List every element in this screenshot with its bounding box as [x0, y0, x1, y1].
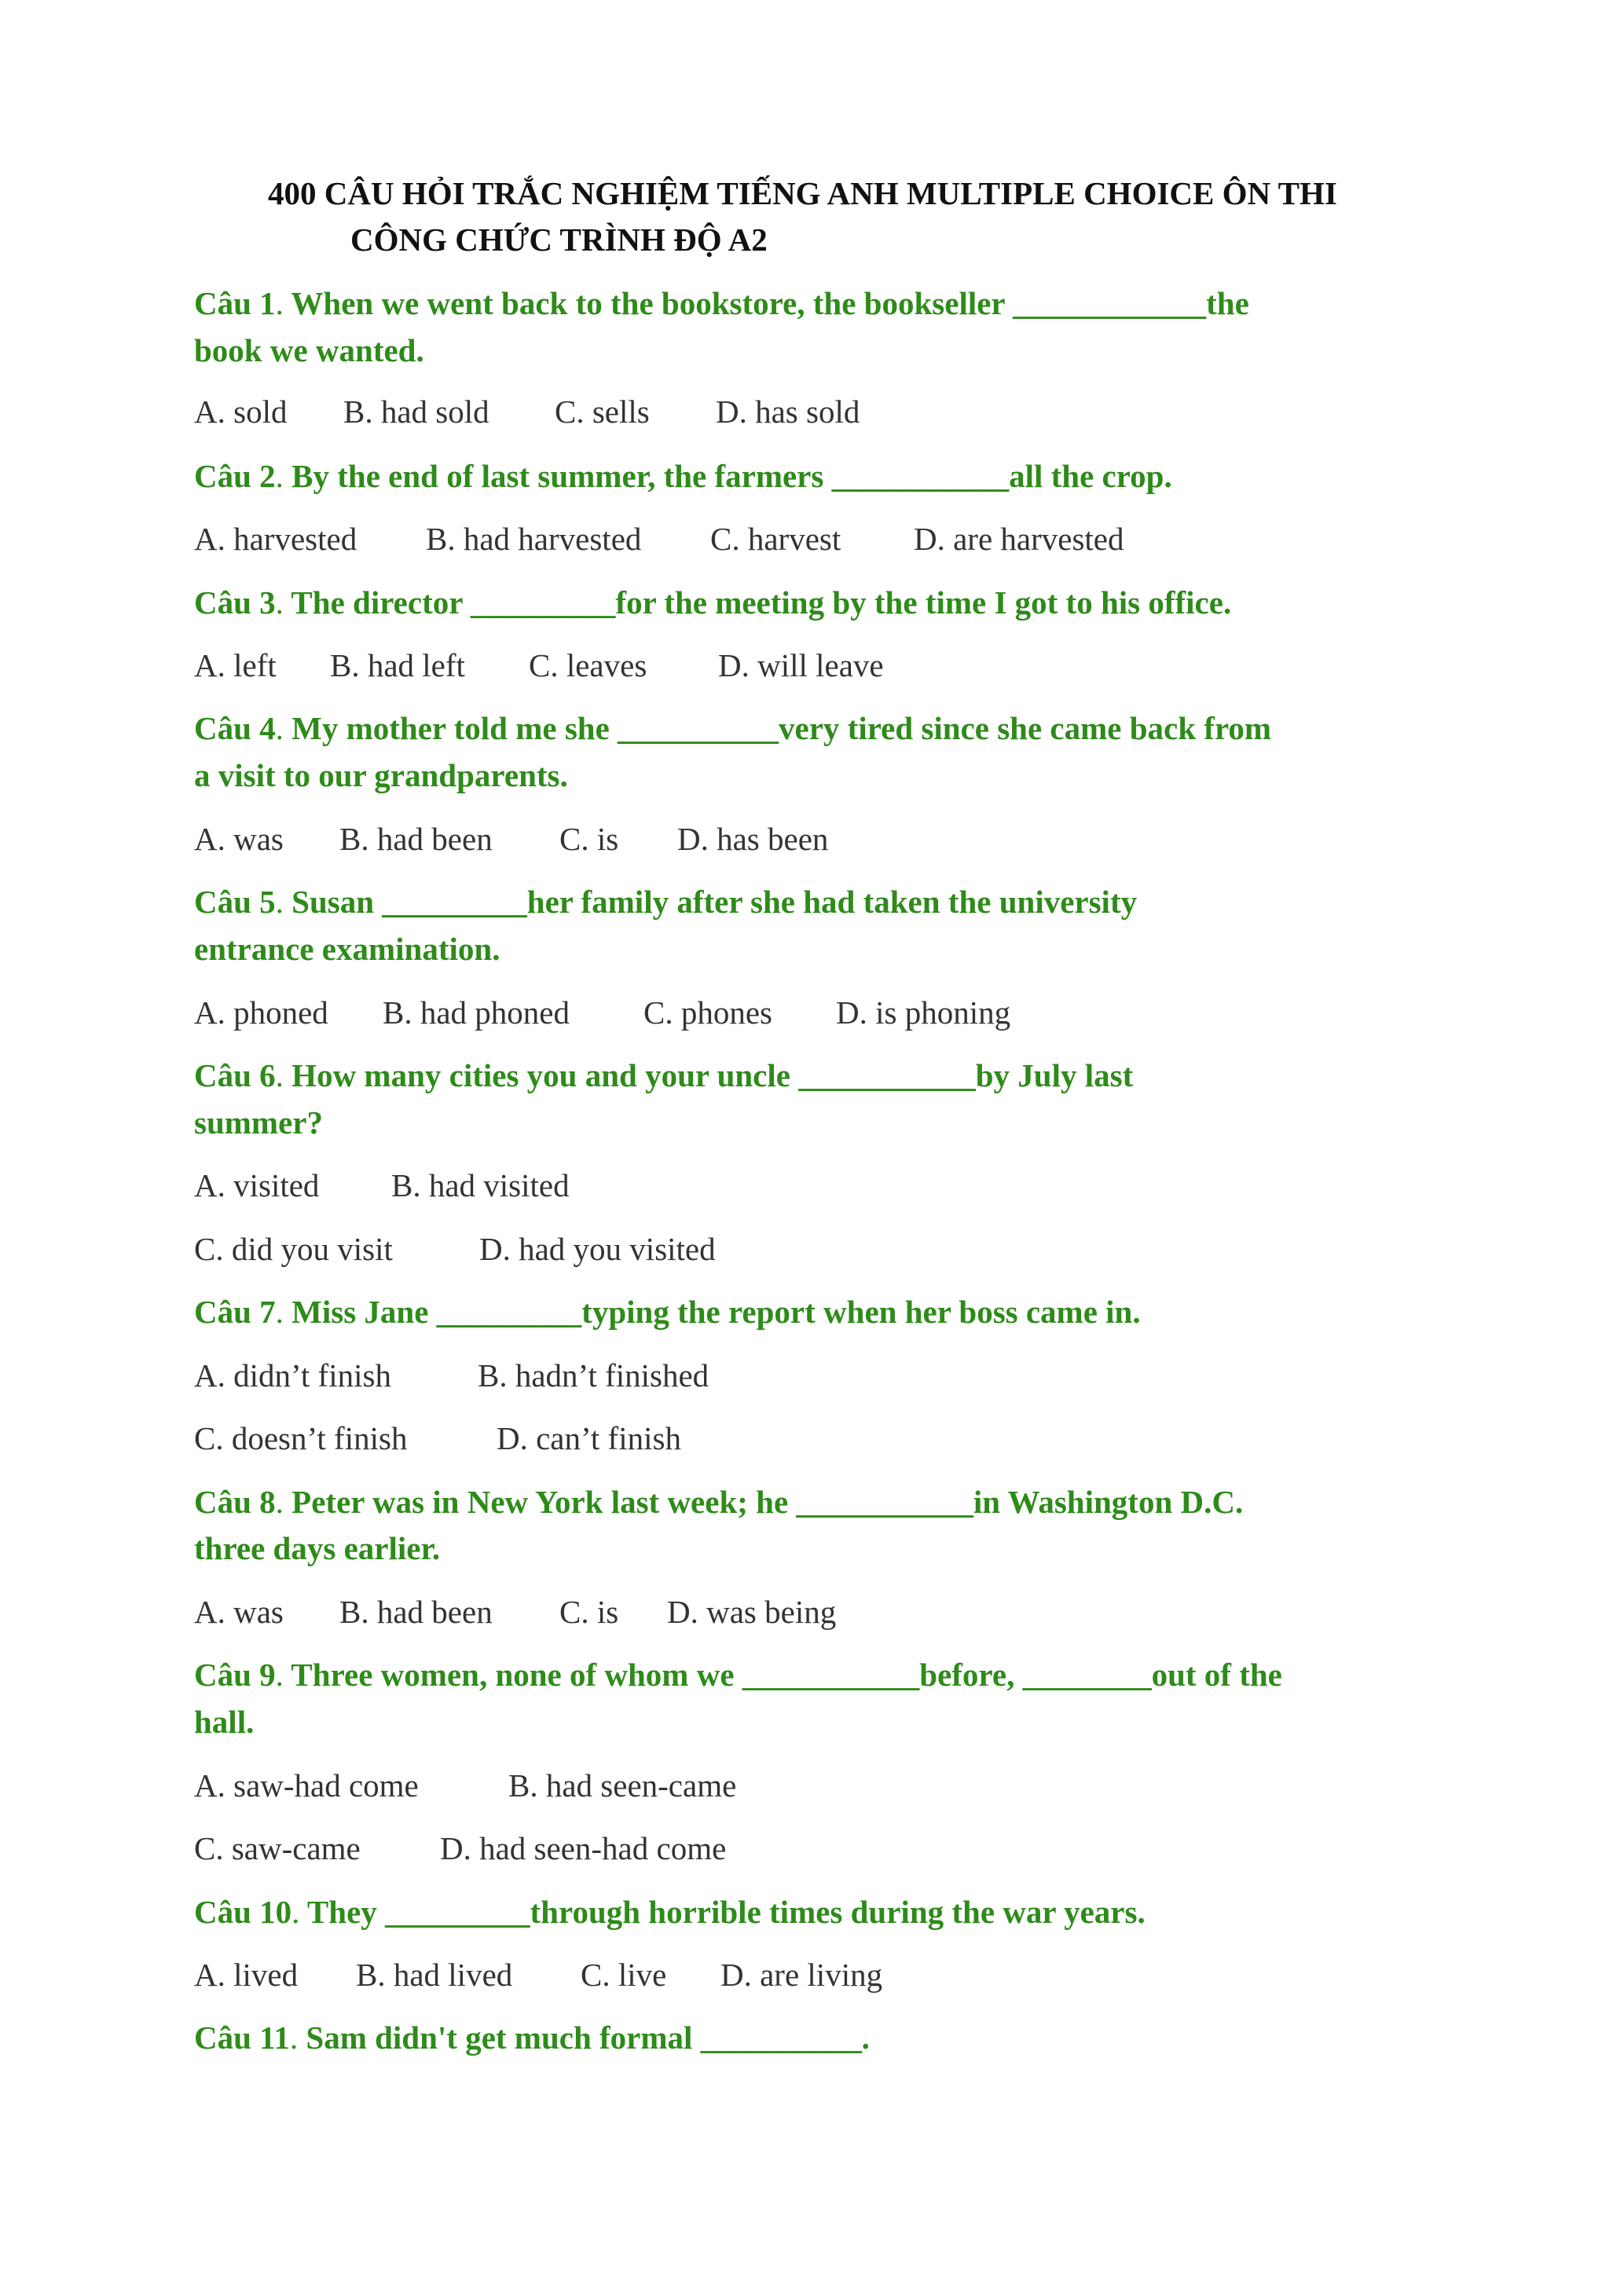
question-8-option-c[interactable]: C. is: [559, 1594, 619, 1630]
question-3-option-a[interactable]: A. left: [194, 647, 277, 683]
question-label: Câu 10: [194, 1894, 292, 1930]
question-text: Peter was in New York last week; he ___________in Washington D.C.: [283, 1484, 1244, 1520]
question-8-option-b[interactable]: B. had been: [339, 1594, 493, 1630]
question-label: Câu 7: [194, 1294, 276, 1330]
question-10-line-1: Câu 10. They _________through horrible times during the war years.: [194, 1894, 1146, 1930]
question-text: Sam didn't get much formal __________.: [298, 2020, 870, 2056]
question-4-line-1: Câu 4. My mother told me she __________very tired since she came back from: [194, 710, 1272, 746]
question-1-line-1: Câu 1. When we went back to the bookstore, the bookseller ____________the: [194, 285, 1249, 321]
question-text: They _________through horrible times during the war years.: [299, 1894, 1146, 1930]
question-label: Câu 6: [194, 1057, 276, 1093]
question-label: Câu 11: [194, 2020, 290, 2056]
question-9-option-a[interactable]: A. saw-had come: [194, 1767, 419, 1803]
question-3-option-c[interactable]: C. leaves: [529, 647, 647, 683]
question-7-line-1: Câu 7. Miss Jane _________typing the report when her boss came in.: [194, 1294, 1141, 1330]
question-label: Câu 2: [194, 458, 276, 494]
question-1-option-a[interactable]: A. sold: [194, 394, 288, 430]
question-9-option-d[interactable]: D. had seen-had come: [440, 1830, 727, 1866]
question-10-option-b[interactable]: B. had lived: [356, 1957, 513, 1993]
question-9-line-2: hall.: [194, 1704, 255, 1740]
question-3-option-d[interactable]: D. will leave: [718, 647, 884, 683]
question-8-line-2: three days earlier.: [194, 1530, 441, 1566]
question-3-option-b[interactable]: B. had left: [330, 647, 465, 683]
question-label: Câu 5: [194, 884, 276, 920]
question-4-option-c[interactable]: C. is: [559, 821, 619, 857]
question-6-line-1: Câu 6. How many cities you and your uncle ___________by July last: [194, 1057, 1134, 1093]
question-label: Câu 8: [194, 1484, 276, 1520]
question-4-option-a[interactable]: A. was: [194, 821, 284, 857]
question-2-option-a[interactable]: A. harvested: [194, 521, 357, 557]
question-5-line-1: Câu 5. Susan _________her family after she had taken the university: [194, 884, 1138, 920]
question-3-line-1: Câu 3. The director _________for the meeting by the time I got to his office.: [194, 584, 1232, 621]
document-title-line-1: 400 CÂU HỎI TRẮC NGHIỆM TIẾNG ANH MULTIPLE CHOICE ÔN THI: [268, 175, 1337, 211]
question-8-option-a[interactable]: A. was: [194, 1594, 284, 1630]
question-7-option-a[interactable]: A. didn’t finish: [194, 1357, 391, 1393]
question-1-option-d[interactable]: D. has sold: [716, 394, 860, 430]
question-text: The director _________for the meeting by the time I got to his office.: [283, 584, 1232, 621]
question-2-option-c[interactable]: C. harvest: [710, 521, 841, 557]
question-text: Three women, none of whom we ___________before, ________out of the: [283, 1657, 1282, 1693]
question-label: Câu 4: [194, 710, 276, 746]
question-4-option-d[interactable]: D. has been: [677, 821, 829, 857]
document-title-line-2: CÔNG CHỨC TRÌNH ĐỘ A2: [350, 222, 768, 258]
question-11-line-1: Câu 11. Sam didn't get much formal __________.: [194, 2020, 870, 2056]
question-6-option-a[interactable]: A. visited: [194, 1167, 320, 1203]
question-9-line-1: Câu 9. Three women, none of whom we ___________before, ________out of the: [194, 1657, 1282, 1693]
question-6-option-c[interactable]: C. did you visit: [194, 1231, 393, 1267]
question-9-option-b[interactable]: B. had seen-came: [508, 1767, 737, 1803]
question-2-option-b[interactable]: B. had harvested: [426, 521, 642, 557]
question-label: Câu 1: [194, 285, 276, 321]
question-1-line-2: book we wanted.: [194, 332, 424, 368]
question-4-option-b[interactable]: B. had been: [339, 821, 493, 857]
question-5-option-d[interactable]: D. is phoning: [836, 994, 1011, 1031]
question-7-option-d[interactable]: D. can’t finish: [497, 1420, 681, 1456]
question-text: How many cities you and your uncle ___________by July last: [283, 1057, 1134, 1093]
question-6-line-2: summer?: [194, 1104, 323, 1141]
question-2-line-1: Câu 2. By the end of last summer, the farmers ___________all the crop.: [194, 458, 1172, 494]
question-8-option-d[interactable]: D. was being: [667, 1594, 837, 1630]
question-9-option-c[interactable]: C. saw-came: [194, 1830, 361, 1866]
question-text: Susan _________her family after she had taken the university: [283, 884, 1138, 920]
question-label: Câu 3: [194, 584, 276, 621]
question-5-line-2: entrance examination.: [194, 931, 500, 967]
question-text: By the end of last summer, the farmers ___________all the crop.: [283, 458, 1172, 494]
question-6-option-b[interactable]: B. had visited: [391, 1167, 570, 1203]
question-label: Câu 9: [194, 1657, 276, 1693]
question-5-option-c[interactable]: C. phones: [643, 994, 772, 1031]
question-1-option-b[interactable]: B. had sold: [343, 394, 489, 430]
question-7-option-b[interactable]: B. hadn’t finished: [478, 1357, 709, 1393]
question-text: My mother told me she __________very tired since she came back from: [283, 710, 1272, 746]
question-5-option-a[interactable]: A. phoned: [194, 994, 328, 1031]
question-7-option-c[interactable]: C. doesn’t finish: [194, 1420, 408, 1456]
question-10-option-c[interactable]: C. live: [581, 1957, 667, 1993]
question-6-option-d[interactable]: D. had you visited: [479, 1231, 716, 1267]
question-8-line-1: Câu 8. Peter was in New York last week; he ___________in Washington D.C.: [194, 1484, 1244, 1520]
question-5-option-b[interactable]: B. had phoned: [383, 994, 570, 1031]
question-2-option-d[interactable]: D. are harvested: [914, 521, 1124, 557]
question-text: Miss Jane _________typing the report when her boss came in.: [283, 1294, 1141, 1330]
question-10-option-d[interactable]: D. are living: [720, 1957, 883, 1993]
question-text: When we went back to the bookstore, the bookseller ____________the: [283, 285, 1249, 321]
question-10-option-a[interactable]: A. lived: [194, 1957, 299, 1993]
question-4-line-2: a visit to our grandparents.: [194, 757, 568, 793]
question-1-option-c[interactable]: C. sells: [555, 394, 650, 430]
